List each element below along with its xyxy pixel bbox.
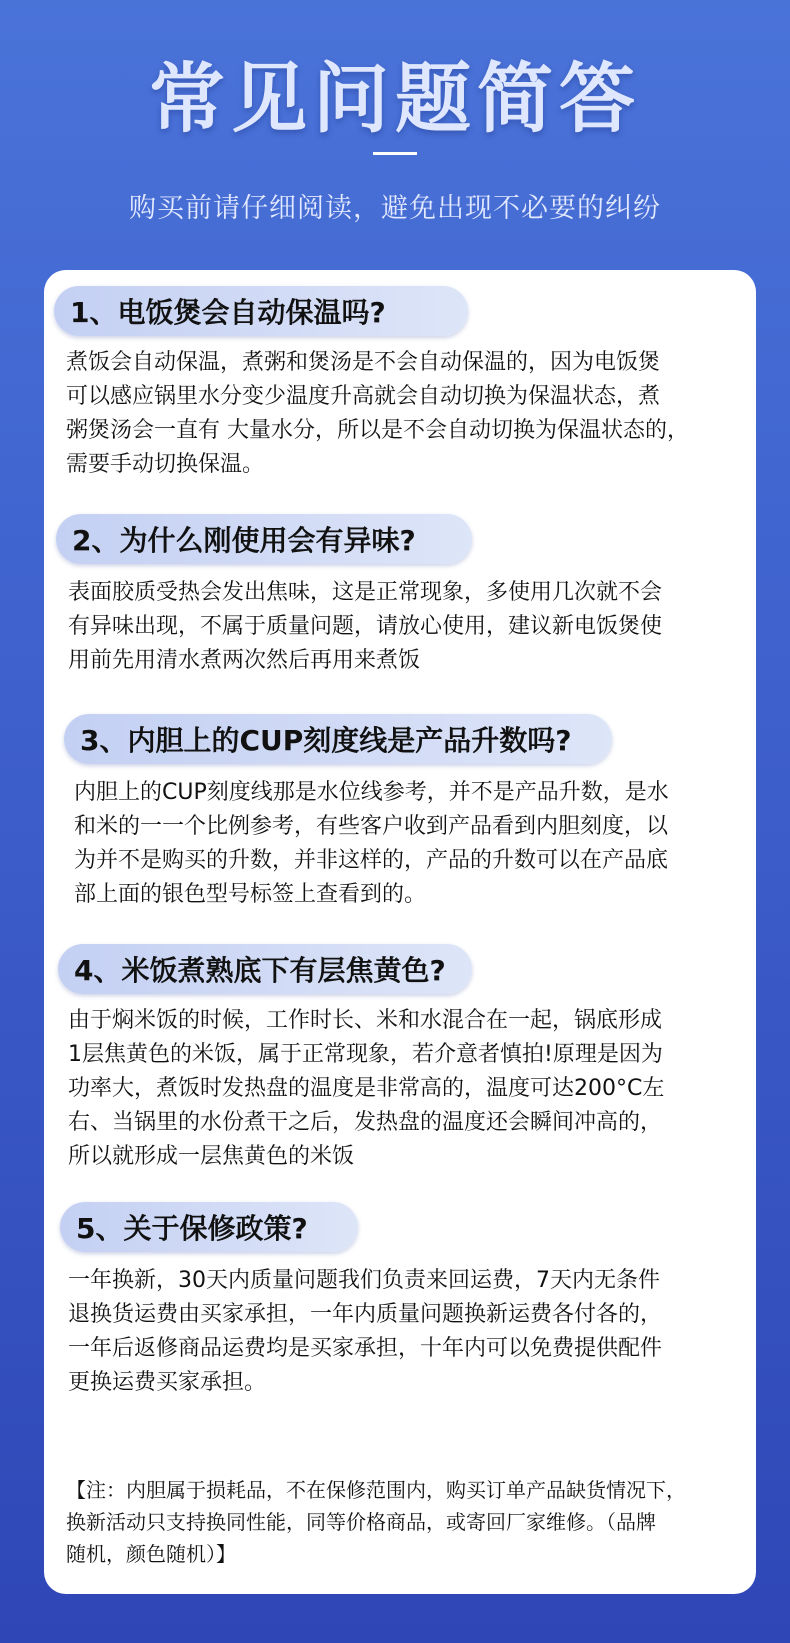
page-title: 常见问题简答 [149,54,641,143]
faq-answer: 煮饭会自动保温，煮粥和煲汤是不会自动保温的，因为电饭煲 可以感应锅里水分变少温度升高就会自动切换为保温状态，煮 粥煲汤会一直有 大量水分，所以是不会自动切换为保温状态的， 需要手动切换保温。 [66,350,689,477]
faq-question: 2、为什么刚使用会有异味? [72,524,416,557]
faq-answer: 由于焖米饭的时候，工作时长、米和水混合在一起，锅底形成 1层焦黄色的米饭，属于正常现象，若介意者慎拍!原理是因为 功率大，煮饭时发热盘的温度是非常高的，温度可达200°C左 右、当锅里的水份煮干之后，发热盘的温度还会瞬间冲高的， 所以就形成一层焦黄色的米饭 [68,1008,665,1169]
faq-question-pill [58,944,472,994]
faq-answer: 表面胶质受热会发出焦味，这是正常现象，多使用几次就不会 有异味出现，不属于质量问题，请放心使用，建议新电饭煲使 用前先用清水煮两次然后再用来煮饭 [68,580,663,673]
faq-card [44,270,756,1594]
faq-question-pill [60,1202,358,1252]
faq-answer: 一年换新，30天内质量问题我们负责来回运费，7天内无条件 退换货运费由买家承担，一年内质量问题换新运费各付各的， 一年后返修商品运费均是买家承担，十年内可以免费提供配件 更换运费买家承担。 [68,1268,663,1395]
faq-question-pill [54,286,468,336]
title-divider [373,152,417,155]
faq-question-pill [64,714,612,764]
faq-question-pill [56,514,472,564]
faq-question: 1、电饭煲会自动保温吗? [70,296,386,329]
page-header [0,0,790,270]
faq-question: 5、关于保修政策? [76,1212,308,1245]
warranty-note: 【注：内胆属于损耗品，不在保修范围内，购买订单产品缺货情况下， 换新活动只支持换同性能，同等价格商品，或寄回厂家维修。（品牌 随机，颜色随机）】 [66,1478,686,1566]
faq-question: 4、米饭煮熟底下有层焦黄色? [74,954,446,987]
faq-question: 3、内胆上的CUP刻度线是产品升数吗? [80,724,572,757]
page-subtitle: 购买前请仔细阅读，避免出现不必要的纠纷 [129,193,661,224]
faq-answer: 内胆上的CUP刻度线那是水位线参考，并不是产品升数，是水 和米的一一个比例参考，有些客户收到产品看到内胆刻度，以 为并不是购买的升数，并非这样的，产品的升数可以在产品底 部上面的银色型号标签上查看到的。 [74,780,669,907]
